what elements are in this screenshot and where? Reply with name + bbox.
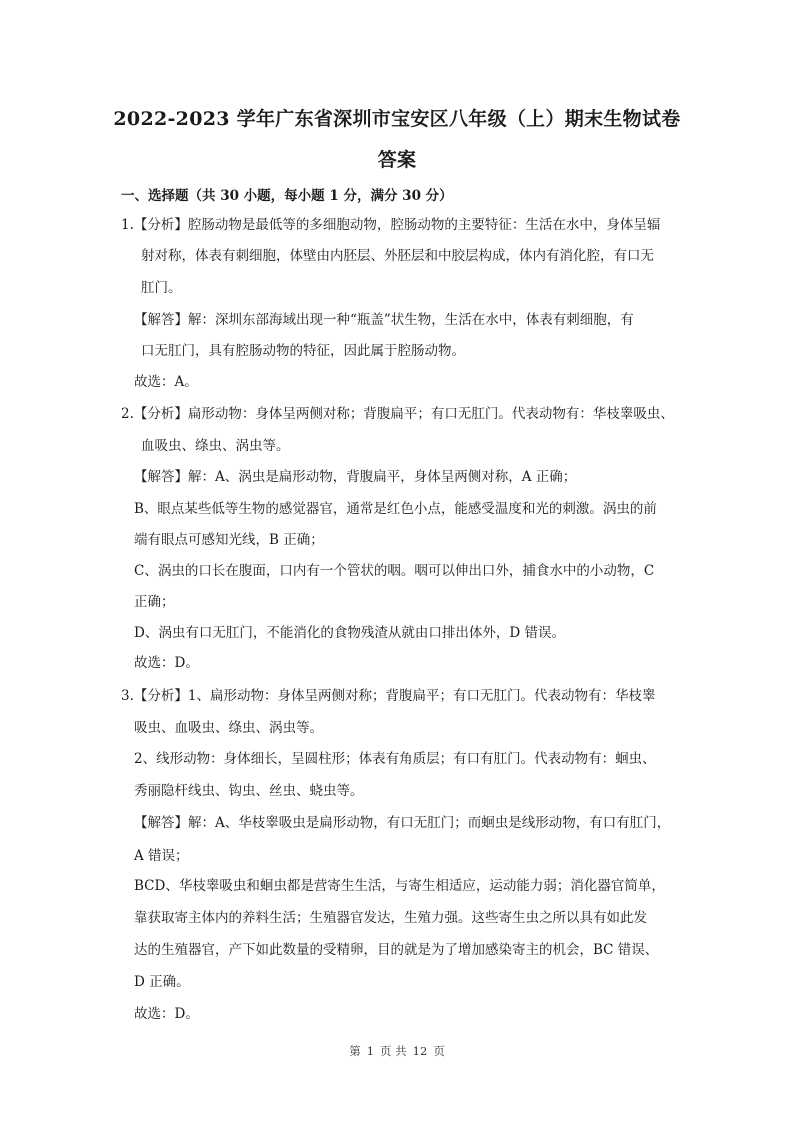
text-line: 达的生殖器官，产下如此数量的受精卵，目的就是为了增加感染寄主的机会，BC 错误、 [134,942,659,958]
footer-mid: 页 共 [380,1044,407,1058]
text-line: 2.【分析】扁形动物：身体呈两侧对称；背腹扁平；有口无肛门。代表动物有：华枝睾吸虫、 [121,406,674,422]
text-line: 故选：D。 [134,1006,199,1022]
text-line: C、涡虫的口长在腹面，口内有一个管状的咽。咽可以伸出口外，捕食水中的小动物，C [134,563,655,579]
section-heading: 一、选择题（共 30 小题，每小题 1 分，满分 30 分） [121,188,453,204]
page-footer [0,1043,794,1059]
text-line: 肛门。 [141,280,182,296]
text-line: 口无肛门，具有腔肠动物的特征，因此属于腔肠动物。 [141,343,465,359]
text-line: D、涡虫有口无肛门，不能消化的食物残渣从就由口排出体外，D 错误。 [134,625,565,641]
text-line: 靠获取寄主体内的养料生活；生殖器官发达，生殖力强。这些寄生虫之所以具有如此发 [134,910,647,926]
footer-suffix: 页 [433,1044,445,1058]
text-line: 2、线形动物：身体细长，呈圆柱形；体表有角质层；有口有肛门。代表动物有：蛔虫、 [134,751,656,767]
text-line: D 正确。 [134,974,190,990]
footer-page-number: 1 [366,1044,375,1058]
footer-prefix: 第 [349,1044,361,1058]
text-line: 【解答】解：A、华枝睾吸虫是扁形动物，有口无肛门；而蛔虫是线形动物，有口有肛门， [134,815,671,831]
text-line: 故选：D。 [134,655,199,671]
text-line: 1.【分析】腔肠动物是最低等的多细胞动物，腔肠动物的主要特征：生活在水中，身体呈辐 [121,217,661,233]
text-line: A 错误； [134,848,189,864]
text-line: 射对称，体表有刺细胞，体壁由内胚层、外胚层和中胶层构成，体内有消化腔，有口无 [141,248,654,264]
text-line: 吸虫、血吸虫、绦虫、涡虫等。 [134,720,323,736]
text-line: B、眼点某些低等生物的感觉器官，通常是红色小点，能感受温度和光的刺激。涡虫的前 [134,501,657,517]
text-line: BCD、华枝睾吸虫和蛔虫都是营寄生生活，与寄生相适应，运动能力弱；消化器官简单， [134,878,665,894]
text-line: 【解答】解：A、涡虫是扁形动物，背腹扁平，身体呈两侧对称，A 正确； [134,469,577,485]
text-line: 血吸虫、绦虫、涡虫等。 [141,438,290,454]
text-line: 故选：A。 [134,374,198,390]
text-line: 正确； [134,594,175,610]
page-title: 2022-2023 学年广东省深圳市宝安区八年级（上）期末生物试卷 [113,108,681,130]
text-line: 端有眼点可感知光线，B 正确； [134,532,324,548]
text-line: 秀丽隐杆线虫、钩虫、丝虫、蛲虫等。 [134,783,364,799]
text-line: 【解答】解：深圳东部海域出现一种“瓶盖”状生物，生活在水中，体表有刺细胞，有 [134,312,634,328]
text-line: 3.【分析】1、扁形动物：身体呈两侧对称；背腹扁平；有口无肛门。代表动物有：华枝睾 [121,688,656,704]
page-subtitle: 答案 [377,149,417,171]
footer-total-pages: 12 [412,1044,428,1058]
